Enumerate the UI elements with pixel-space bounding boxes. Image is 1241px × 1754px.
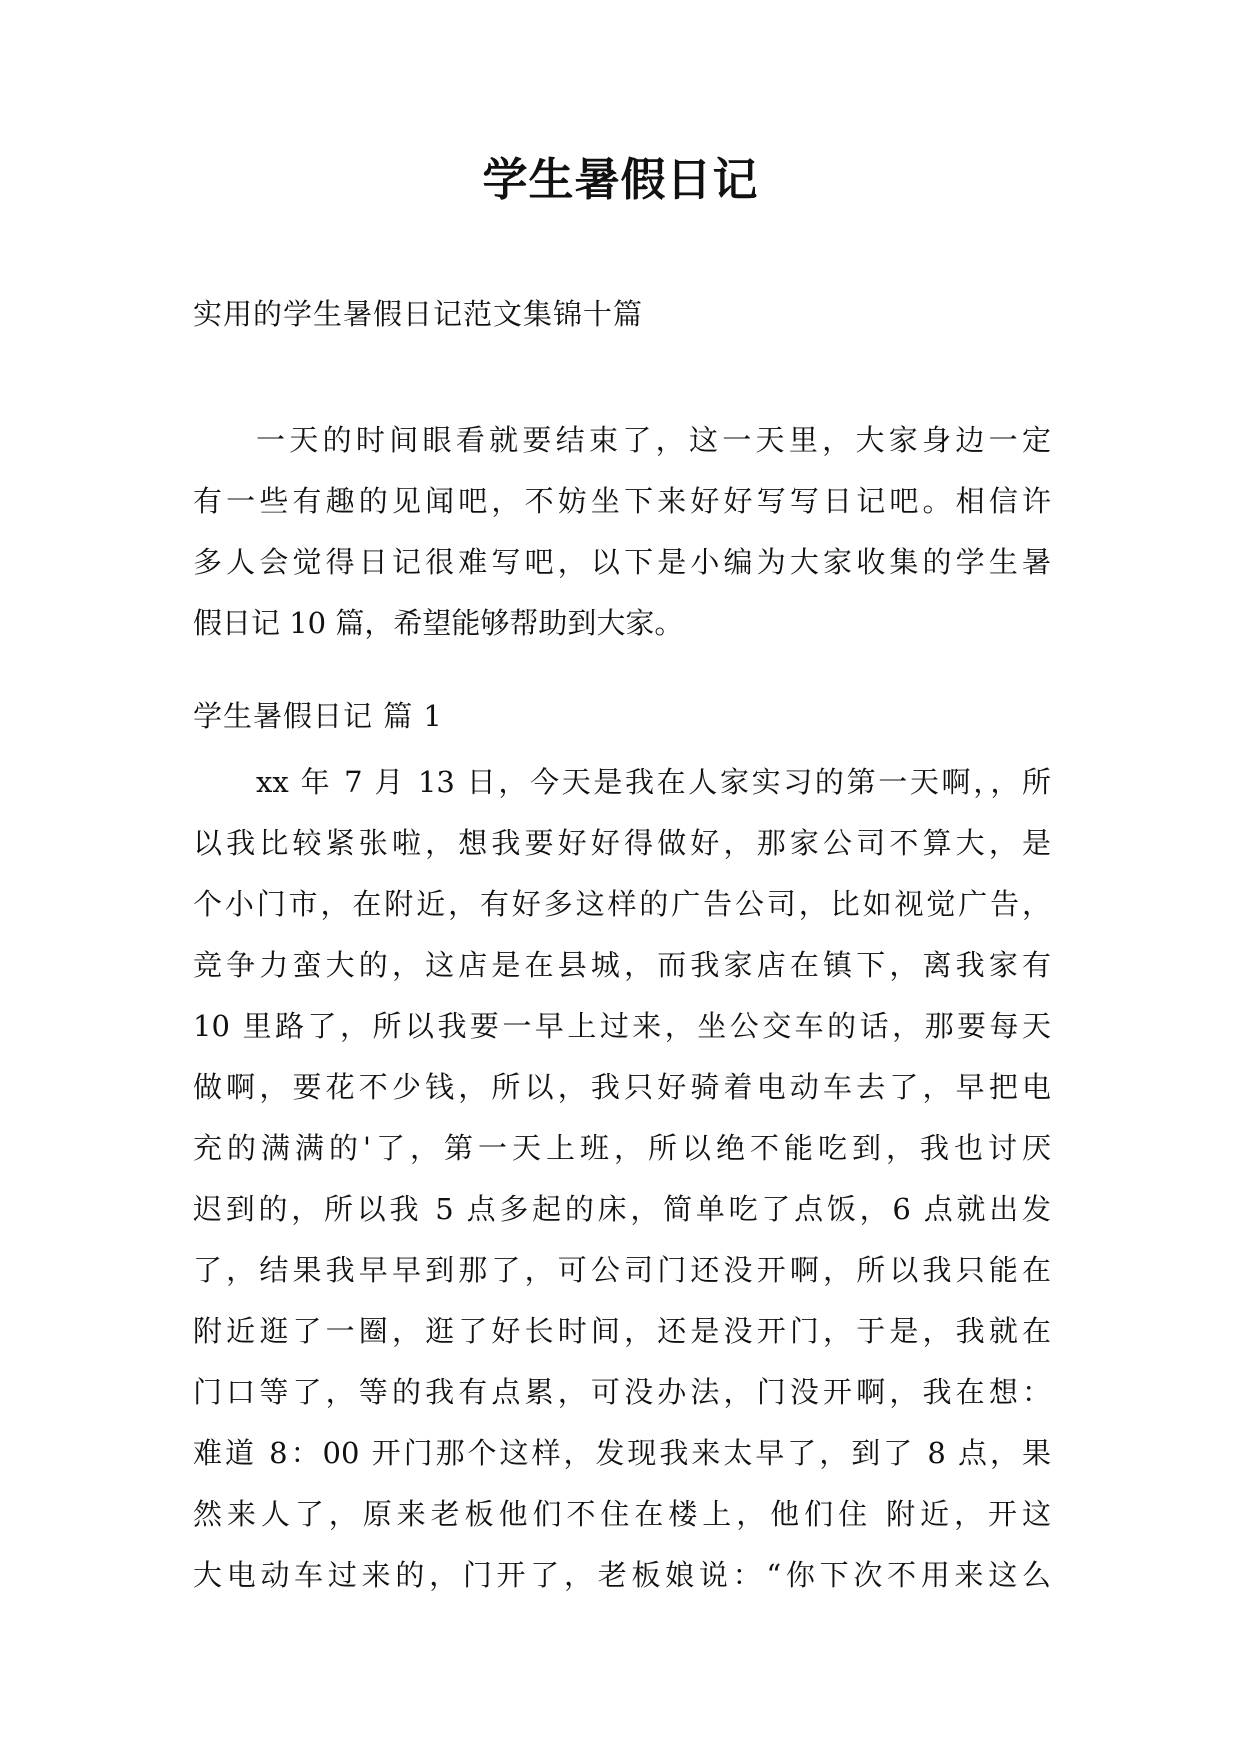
section-line: 难道 8：00 开门那个这样，发现我来太早了，到了 8 点，果 — [193, 1436, 1051, 1470]
intro-paragraph — [193, 410, 1051, 654]
section-line: 以我比较紧张啦，想我要好好得做好，那家公司不算大，是 — [193, 826, 1051, 860]
section-line: xx 年 7 月 13 日，今天是我在人家实习的第一天啊，，所 — [256, 765, 1051, 799]
section-line: 附近逛了一圈，逛了好长时间，还是没开门，于是，我就在 — [193, 1314, 1051, 1348]
section-line: 竞争力蛮大的，这店是在县城，而我家店在镇下，离我家有 — [193, 948, 1051, 982]
document-subtitle: 实用的学生暑假日记范文集锦十篇 — [193, 297, 644, 331]
section-line: 10 里路了，所以我要一早上过来，坐公交车的话，那要每天 — [193, 1009, 1051, 1043]
section-heading: 学生暑假日记 篇 1 — [193, 699, 443, 733]
section-1-paragraph — [193, 752, 1051, 1606]
intro-line: 假日记 10 篇，希望能够帮助到大家。 — [193, 606, 684, 640]
section-line: 迟到的，所以我 5 点多起的床，简单吃了点饭，6 点就出发 — [193, 1192, 1051, 1226]
section-line: 门口等了，等的我有点累，可没办法，门没开啊，我在想： — [193, 1375, 1051, 1409]
intro-line: 一天的时间眼看就要结束了，这一天里，大家身边一定 — [256, 423, 1051, 457]
section-line: 然来人了，原来老板他们不住在楼上，他们住 附近，开这 — [193, 1497, 1051, 1531]
section-line: 充的满满的'了，第一天上班，所以绝不能吃到，我也讨厌 — [193, 1131, 1051, 1165]
intro-line: 有一些有趣的见闻吧，不妨坐下来好好写写日记吧。相信许 — [193, 484, 1051, 518]
page-title: 学生暑假日记 — [482, 153, 759, 206]
section-line: 大电动车过来的，门开了，老板娘说：“你下次不用来这么 — [193, 1558, 1051, 1592]
section-line: 做啊，要花不少钱，所以，我只好骑着电动车去了，早把电 — [193, 1070, 1051, 1104]
intro-line: 多人会觉得日记很难写吧，以下是小编为大家收集的学生暑 — [193, 545, 1051, 579]
section-line: 个小门市，在附近，有好多这样的广告公司，比如视觉广告， — [193, 887, 1051, 921]
section-line: 了，结果我早早到那了，可公司门还没开啊，所以我只能在 — [193, 1253, 1051, 1287]
